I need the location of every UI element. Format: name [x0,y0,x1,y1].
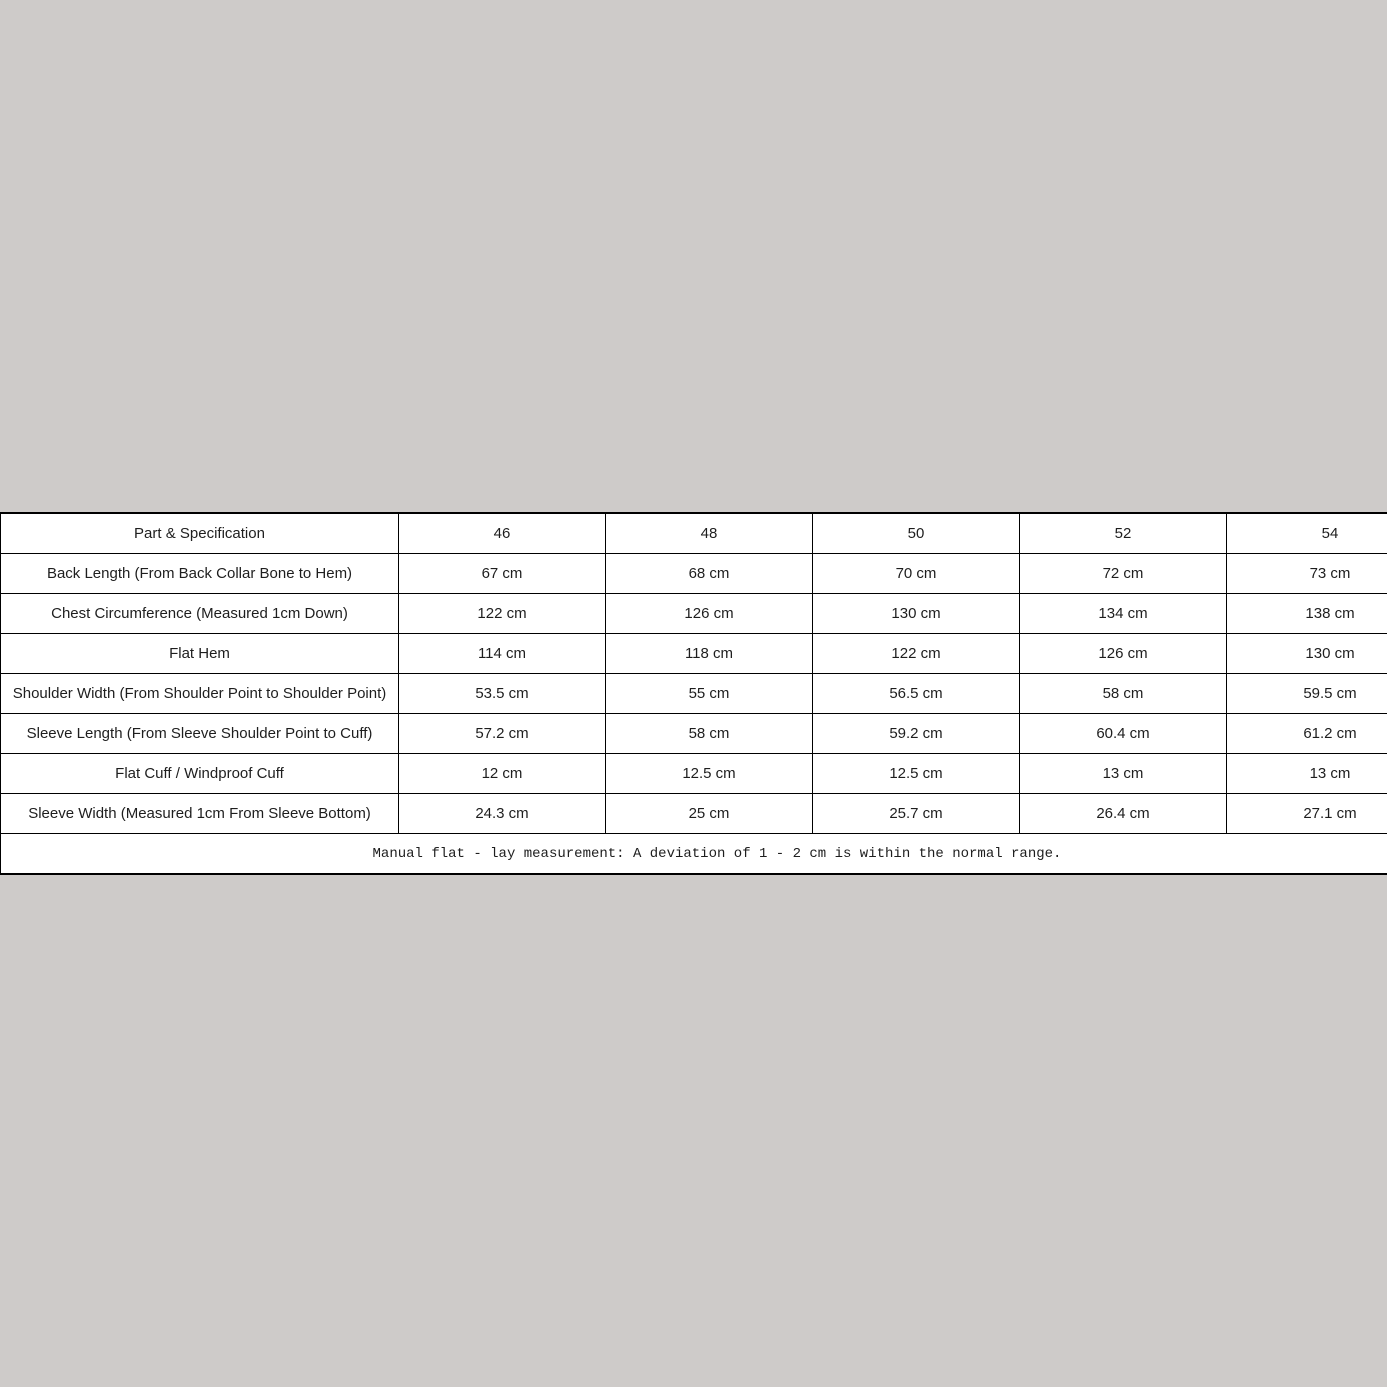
size-value-cell: 68 cm [606,554,813,594]
size-value-cell: 126 cm [1020,634,1227,674]
size-value-cell: 13 cm [1227,754,1387,794]
size-value-cell: 122 cm [813,634,1020,674]
size-value-cell: 67 cm [399,554,606,594]
table-row-flat-hem [1,634,1387,674]
size-value-cell: 26.4 cm [1020,794,1227,834]
size-value-cell: 58 cm [606,714,813,754]
size-value-cell: 55 cm [606,674,813,714]
size-value-cell: 134 cm [1020,594,1227,634]
table-row-sleeve-length [1,714,1387,754]
table-row-flat-cuff [1,754,1387,794]
size-value-cell: 59.2 cm [813,714,1020,754]
size-value-cell: 114 cm [399,634,606,674]
row-label: Sleeve Length (From Sleeve Shoulder Point to Cuff) [1,714,399,754]
size-value-cell: 73 cm [1227,554,1387,594]
table-row-chest-circumference [1,594,1387,634]
row-label: Flat Cuff / Windproof Cuff [1,754,399,794]
row-label: Shoulder Width (From Shoulder Point to Shoulder Point) [1,674,399,714]
row-label: Back Length (From Back Collar Bone to Hem) [1,554,399,594]
size-value-cell: 12.5 cm [606,754,813,794]
table-row-back-length [1,554,1387,594]
size-value-cell: 12 cm [399,754,606,794]
row-label: Flat Hem [1,634,399,674]
table-row-shoulder-width [1,674,1387,714]
size-value-cell: 60.4 cm [1020,714,1227,754]
size-value-cell: 126 cm [606,594,813,634]
footnote-row [1,834,1387,875]
measurement-note: Manual flat - lay measurement: A deviation of 1 - 2 cm is within the normal range. [1,834,1387,875]
size-value-cell: 53.5 cm [399,674,606,714]
size-value-cell: 25 cm [606,794,813,834]
row-label: Sleeve Width (Measured 1cm From Sleeve Bottom) [1,794,399,834]
size-value-cell: 130 cm [813,594,1020,634]
row-label: Chest Circumference (Measured 1cm Down) [1,594,399,634]
size-value-cell: 27.1 cm [1227,794,1387,834]
size-value-cell: 58 cm [1020,674,1227,714]
size-value-cell: 70 cm [813,554,1020,594]
column-header-size-50: 50 [813,513,1020,554]
size-chart-table [0,512,1387,875]
size-value-cell: 24.3 cm [399,794,606,834]
column-header-size-54: 54 [1227,513,1387,554]
size-chart-region [0,512,1387,875]
size-value-cell: 118 cm [606,634,813,674]
size-value-cell: 13 cm [1020,754,1227,794]
table-row-sleeve-width [1,794,1387,834]
column-header-size-48: 48 [606,513,813,554]
header-row [1,513,1387,554]
column-header-size-46: 46 [399,513,606,554]
column-header-part-specification: Part & Specification [1,513,399,554]
size-value-cell: 122 cm [399,594,606,634]
size-value-cell: 138 cm [1227,594,1387,634]
size-value-cell: 56.5 cm [813,674,1020,714]
size-value-cell: 25.7 cm [813,794,1020,834]
column-header-size-52: 52 [1020,513,1227,554]
size-value-cell: 72 cm [1020,554,1227,594]
size-value-cell: 61.2 cm [1227,714,1387,754]
size-value-cell: 12.5 cm [813,754,1020,794]
size-value-cell: 57.2 cm [399,714,606,754]
size-value-cell: 130 cm [1227,634,1387,674]
size-value-cell: 59.5 cm [1227,674,1387,714]
